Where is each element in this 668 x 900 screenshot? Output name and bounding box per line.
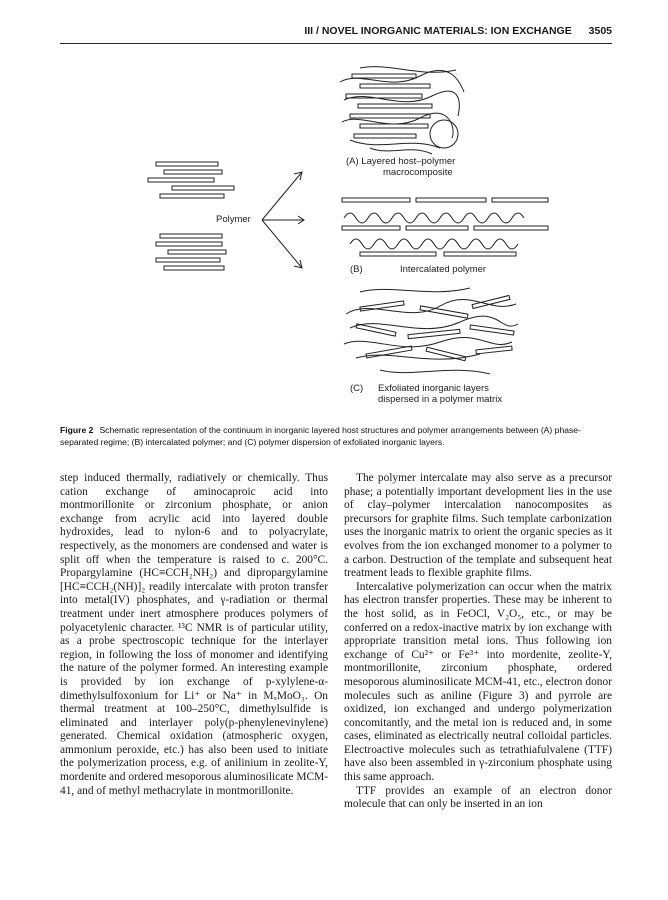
polymer-label: Polymer: [216, 214, 251, 225]
diagram-a-macrocomposite: [340, 67, 464, 154]
left-layer-stack-lower: [156, 234, 226, 270]
paragraph: step induced thermally, radiatively or chemically. Thus cation exchange of aminocaproic acid into montmorillonite or zirconium phosphate, or anion exchange from acrylic acid into layered double hydroxides, lead to nylon-6 and to polyacrylate, respectively, as the monomers are condensed and water is split off when the temperature is raised to c. 200°C. Propargylamine (HC≡CCH₂NH₂) and dipropargylamine [HC≡CCH₂(NH)]₂ readily intercalate with proton transfer into metal(IV) phosphates, and γ-radiation or thermal treatment under inert atmosphere produces polymers of polyacetylenic character. ¹³C NMR is of particular utility, as a probe spectroscopic technique for the interlayer region, in following the loss of monomer and identifying the nature of the polymer formed. An interesting example is provided by ion exchange of p-xylylene-α-dimethylsulfoxonium for Li⁺ or Na⁺ in MₓMoO₃. On thermal treatment at 100–250°C, dimethylsulfide is eliminated and interlayer poly(p-phenylenevinylene) generated. Chemical oxidation (atmospheric oxygen, ammonium peroxide, etc.) has also been used to initiate the polymerization process, e.g. of anilinium in zeolite-Y, mordenite and ordered mesoporous aluminosilicate MCM-41, and of methyl methacrylate in montmorillonite.: [60, 472, 328, 797]
branch-arrows: [262, 172, 304, 268]
paragraph: The polymer intercalate may also serve as a precursor phase; a potentially important development lies in the use of clay–polymer intercalation nanocomposites as precursors for graphite films. Such template carbonization uses the inorganic matrix to orient the organic species as it evolves from the ion exchanged monomer to a polymer to a carbon. Destruction of the template and subsequent heat treatment leads to flexible graphite films.: [344, 472, 612, 580]
diagram-b-intercalated: [342, 198, 548, 256]
page-number: 3505: [588, 25, 612, 37]
figure-caption: [60, 424, 612, 448]
label-c-line1: Exfoliated inorganic layers: [378, 383, 489, 394]
left-layer-stack-upper: [148, 162, 234, 198]
label-b-text: Intercalated polymer: [400, 264, 487, 275]
caption-text: Schematic representation of the continuum in inorganic layered host structures and polymer arrangements between (A) phase-separated regime; (B) intercalated polymer; and (C) polymer dispersion of exfoliated inorganic layers.: [60, 425, 581, 447]
running-header: [60, 25, 612, 44]
label-a-line2: macrocomposite: [383, 167, 453, 178]
figure-2: [60, 52, 612, 417]
paragraph: Intercalative polymerization can occur when the matrix has electron transfer properties. These may be inherent to the host solid, as in FeOCl, V₂O₅, etc., or may be conferred on a redox-inactive matrix by ion exchange with appropriate transition metal ions. Thus following ion exchange of Cu²⁺ or Fe³⁺ into mordenite, zeolite-Y, montmorillonite, zirconium phosphate, ordered mesoporous aluminosilicate MCM-41, etc., electron donor molecules such as aniline (Figure 3) and pyrrole are oxidized, ion exchanged and undergo polymerization concomitantly, and the metal ion is reduced and, in some cases, eliminated as electrically neutral colloidal particles. Electroactive molecules such as tetrathiafulvalene (TTF) have also been assembled in γ-zirconium phosphate using this same approach.: [344, 580, 612, 784]
label-c-line2: dispersed in a polymer matrix: [378, 394, 503, 405]
label-b-tag: (B): [350, 264, 363, 275]
caption-label: Figure 2: [60, 425, 94, 435]
running-title: III / NOVEL INORGANIC MATERIALS: ION EXCHANGE: [304, 25, 572, 37]
diagram-c-exfoliated: [344, 288, 518, 374]
text-column-left: [60, 472, 328, 798]
label-a-line1: (A) Layered host–polymer: [346, 156, 456, 167]
figure-2-diagram: [60, 52, 612, 417]
text-column-right: [344, 472, 612, 812]
paragraph: TTF provides an example of an electron donor molecule that can only be inserted in an ion: [344, 784, 612, 811]
label-c-tag: (C): [350, 383, 364, 394]
